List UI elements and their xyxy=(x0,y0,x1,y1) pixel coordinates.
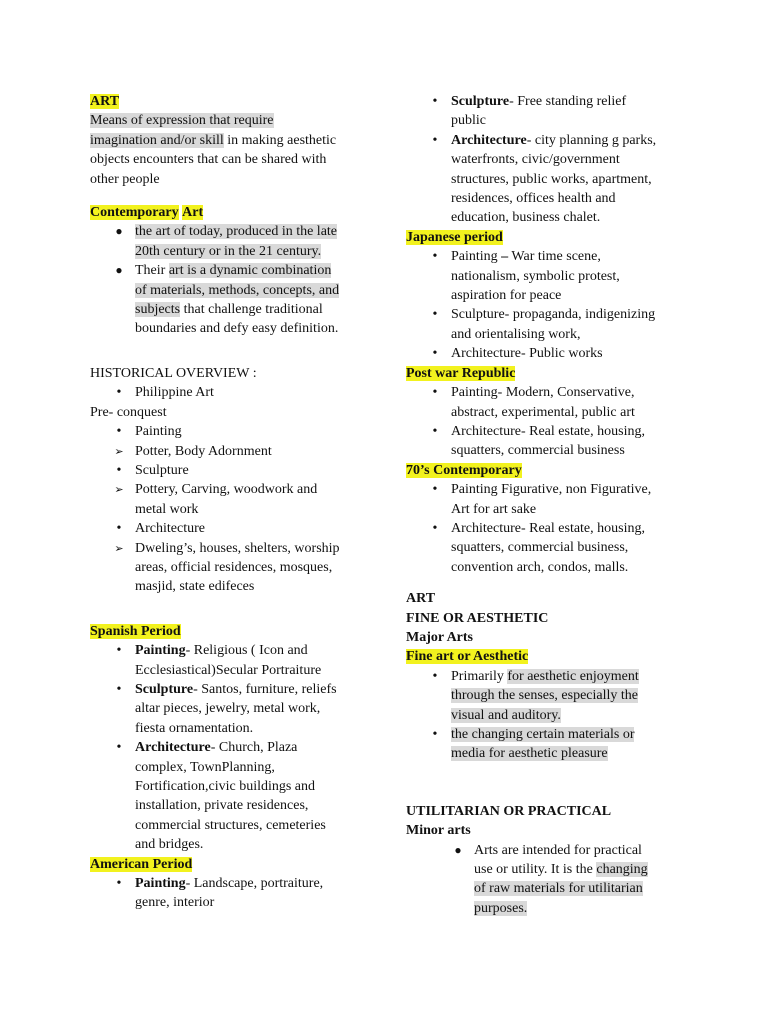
list-item: • Philippine Art xyxy=(135,383,365,402)
list-item: • the changing certain materials or media for aesthetic pleasure xyxy=(451,725,686,764)
bullet-icon: • xyxy=(432,94,438,109)
american-period-heading: American Period xyxy=(90,856,193,872)
bullet-icon: • xyxy=(432,520,438,536)
fine-art-heading: Fine art or Aesthetic xyxy=(406,649,529,665)
list-item: • Architecture- Real estate, housing, squatters, commercial business, convention arch, condos, malls. xyxy=(451,519,686,577)
list-item: ➢ Dweling’s, houses, shelters, worship areas, official residences, mosques, masjid, state edifeces xyxy=(135,539,365,597)
list-item: • Painting- Modern, Conservative, abstract, experimental, public art xyxy=(451,383,686,422)
bullet-icon: ● xyxy=(454,842,462,857)
bullet-icon: • xyxy=(432,668,438,684)
philippine-art-list xyxy=(116,383,365,402)
bullet-icon: ● xyxy=(115,224,123,239)
contemporary-list xyxy=(115,222,365,338)
minor-arts-label: Minor arts xyxy=(406,823,471,839)
list-item: • Architecture- city planning g parks, waterfronts, civic/government structures, public works, apartment, residences, offices health and education, business chalet. xyxy=(451,131,686,228)
bullet-icon: • xyxy=(116,876,122,892)
list-item: • Painting – War time scene, nationalism, symbolic protest, aspiration for peace xyxy=(451,247,686,305)
art-heading-2: ART xyxy=(406,591,436,607)
post-war-republic-heading: Post war Republic xyxy=(406,365,516,381)
list-item: • Painting- Landscape, portraiture, genre, interior xyxy=(135,874,365,913)
list-item: • Architecture- Real estate, housing, squatters, commercial business xyxy=(451,422,686,461)
japanese-period-list xyxy=(432,247,686,363)
list-item: ● Their art is a dynamic combination of materials, methods, concepts, and subjects that challenge traditional boundaries and defy easy definition. xyxy=(135,261,365,339)
post-war-list xyxy=(432,383,686,461)
art-definition: Means of expression that require imagination and/or skill in making aesthetic objects encounters that can be shared with other people xyxy=(90,113,337,187)
arrow-icon: ➢ xyxy=(114,444,124,458)
list-item: • Architecture- Church, Plaza complex, TownPlanning, Fortification,civic buildings and installation, private residences, commercial structures, cemeteries and bridges. xyxy=(135,738,365,854)
bullet-icon: • xyxy=(116,740,122,756)
list-item: • Sculpture xyxy=(135,461,365,480)
bullet-icon: • xyxy=(432,482,438,498)
bullet-icon: • xyxy=(432,385,438,401)
right-column xyxy=(406,92,686,918)
bullet-icon: • xyxy=(116,643,122,659)
list-item: • Painting- Religious ( Icon and Ecclesiastical)Secular Portraiture xyxy=(135,641,365,680)
bullet-icon: • xyxy=(116,462,122,478)
bullet-icon: ● xyxy=(115,263,123,278)
spanish-period-heading: Spanish Period xyxy=(90,623,181,639)
list-item: • Sculpture- Free standing relief public xyxy=(451,92,686,131)
fine-art-list xyxy=(432,667,686,764)
list-item: • Architecture- Public works xyxy=(451,344,686,363)
list-item: ● Arts are intended for practical use or utility. It is the changing of raw materials for utilitarian purposes. xyxy=(474,841,686,919)
list-item: ● the art of today, produced in the late 20th century or in the 21 century. xyxy=(135,222,365,261)
list-item: ➢ Pottery, Carving, woodwork and metal work xyxy=(135,480,365,519)
seventies-contemporary-heading: 70’s Contemporary xyxy=(406,462,522,478)
pre-conquest-list xyxy=(114,422,365,597)
historical-overview-heading: HISTORICAL OVERVIEW : xyxy=(90,365,257,381)
art-heading: ART xyxy=(90,94,120,109)
bullet-icon: • xyxy=(432,423,438,439)
bullet-icon: • xyxy=(432,727,438,742)
fine-or-aesthetic-heading: FINE OR AESTHETIC xyxy=(406,610,549,626)
bullet-icon: • xyxy=(116,681,122,697)
bullet-icon: • xyxy=(432,346,438,362)
bullet-icon: • xyxy=(432,249,438,265)
left-column xyxy=(90,92,365,913)
arrow-icon: ➢ xyxy=(114,483,124,497)
list-item: • Painting Figurative, non Figurative, Art for art sake xyxy=(451,480,686,519)
list-item: • Sculpture- Santos, furniture, reliefs altar pieces, jewelry, metal work, fiesta ornamentation. xyxy=(135,680,365,738)
minor-arts-list xyxy=(454,841,686,919)
list-item: • Painting xyxy=(135,422,365,441)
spanish-period-list xyxy=(116,641,365,854)
utilitarian-heading: UTILITARIAN OR PRACTICAL xyxy=(406,803,612,819)
american-continued-list xyxy=(432,92,686,228)
seventies-list xyxy=(432,480,686,577)
major-arts-label: Major Arts xyxy=(406,629,473,645)
bullet-icon: • xyxy=(432,307,438,323)
bullet-icon: • xyxy=(116,385,122,401)
list-item: • Architecture xyxy=(135,519,365,538)
list-item: ➢ Potter, Body Adornment xyxy=(135,442,365,461)
bullet-icon: • xyxy=(432,132,438,148)
contemporary-art-heading: Contemporary Art xyxy=(90,205,204,221)
american-period-list xyxy=(116,874,365,913)
list-item: • Sculpture- propaganda, indigenizing and orientalising work, xyxy=(451,305,686,344)
pre-conquest-label: Pre- conquest xyxy=(90,404,167,420)
bullet-icon: • xyxy=(116,521,122,537)
arrow-icon: ➢ xyxy=(114,541,124,555)
bullet-icon: • xyxy=(116,424,122,440)
japanese-period-heading: Japanese period xyxy=(406,229,503,245)
list-item: • Primarily for aesthetic enjoyment through the senses, especially the visual and auditory. xyxy=(451,667,686,725)
